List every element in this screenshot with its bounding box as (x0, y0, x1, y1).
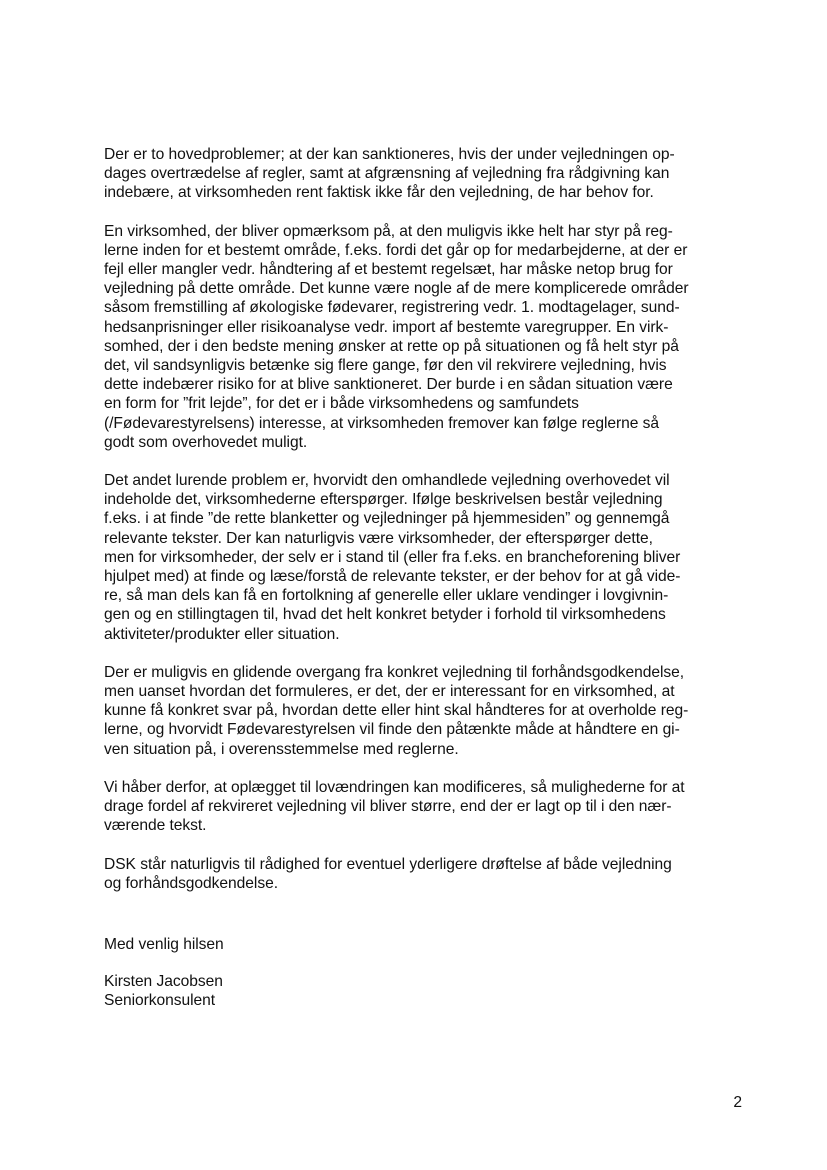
text-line: lerne, og hvorvidt Fødevarestyrelsen vil finde den påtænkte måde at håndtere en gi- (104, 721, 680, 739)
text-line: dette indebærer risiko for at blive sanktioneret. Der burde i en sådan situation være (104, 376, 673, 394)
text-line: Der er to hovedproblemer; at der kan sanktioneres, hvis der under vejledningen op- (104, 146, 675, 163)
text-line: fejl eller mangler vedr. håndtering af et bestemt regelsæt, har måske netop brug for (104, 261, 673, 279)
page-number: 2 (733, 1094, 742, 1111)
letter-closing (104, 935, 504, 1011)
text-line: En virksomhed, der bliver opmærksom på, at den muligvis ikke helt har styr på reg- (104, 222, 673, 240)
text-line: såsom fremstilling af økologiske fødevarer, registrering vedr. 1. modtagelager, sund- (104, 299, 680, 317)
text-line: indeholde det, virksomhederne efterspørger. Ifølge beskrivelsen består vejledning (104, 491, 663, 509)
paragraph-main-problems (104, 145, 722, 203)
text-line: Vi håber derfor, at oplægget til lovændringen kan modificeres, så mulighederne for at (104, 778, 685, 796)
text-line: hedsanprisninger eller risikoanalyse vedr. import af bestemte varegrupper. En virk- (104, 318, 669, 336)
text-line: en form for ”frit lejde”, for det er i både virksomhedens og samfundets (104, 395, 579, 413)
paragraph-guidance-content (104, 471, 722, 644)
text-line: godt som overhovedet muligt. (104, 433, 308, 451)
text-line: drage fordel af rekvireret vejledning vil bliver større, end der er lagt op til i den nær- (104, 798, 672, 816)
letter-body (104, 145, 722, 912)
text-line: det, vil sandsynligvis betænke sig flere gange, før den vil rekvirere vejledning, hvis (104, 357, 667, 375)
text-line: ven situation på, i overensstemmelse med reglerne. (104, 740, 459, 758)
closing-spacer (104, 954, 504, 972)
paragraph-availability (104, 855, 722, 893)
text-line: f.eks. i at finde ”de rette blanketter og vejledninger på hjemmesiden” og gennemgå (104, 510, 670, 528)
text-line: og forhåndsgodkendelse. (104, 874, 278, 892)
text-line: men uanset hvordan det formuleres, er det, der er interessant for en virksomhed, at (104, 683, 675, 701)
text-line: men for virksomheder, der selv er i stand til (eller fra f.eks. en brancheforening bliver (104, 548, 681, 566)
text-line: indebære, at virksomheden rent faktisk ikke får den vejledning, de har behov for. (104, 184, 654, 202)
text-line: Der er muligvis en glidende overgang fra konkret vejledning til forhåndsgodkendelse, (104, 663, 685, 681)
text-line: hjulpet med) at finde og læse/forstå de relevante tekster, er der behov for at gå vide- (104, 568, 681, 586)
text-line: Det andet lurende problem er, hvorvidt den omhandlede vejledning overhovedet vil (104, 472, 670, 490)
text-line: (/Fødevarestyrelsens) interesse, at virksomheden fremover kan følge reglerne så (104, 414, 660, 432)
text-line: vejledning på dette område. Det kunne være nogle af de mere komplicerede områder (104, 280, 689, 298)
text-line: somhed, der i den bedste mening ønsker at rette op på situationen og få helt styr på (104, 337, 679, 355)
text-line: relevante tekster. Der kan naturligvis være virksomheder, der efterspørger dette, (104, 529, 653, 547)
text-line: aktiviteter/produkter eller situation. (104, 625, 340, 643)
text-line: gen og en stillingtagen til, hvad det helt konkret betyder i forhold til virksomhedens (104, 606, 666, 624)
text-line: kunne få konkret svar på, hvordan dette eller hint skal håndteres for at overholde reg- (104, 702, 689, 720)
paragraph-company-awareness (104, 222, 722, 452)
closing-greeting: Med venlig hilsen (104, 936, 224, 953)
signatory-title: Seniorkonsulent (104, 992, 216, 1010)
text-line: DSK står naturligvis til rådighed for eventuel yderligere drøftelse af både vejledning (104, 855, 672, 873)
text-line: lerne inden for et bestemt område, f.eks. fordi det går op for medarbejderne, at der er (104, 241, 688, 259)
text-line: re, så man dels kan få en fortolkning af generelle eller uklare vendinger i lovgivnin- (104, 587, 669, 605)
paragraph-approval-transition (104, 663, 722, 759)
text-line: værende tekst. (104, 817, 207, 835)
signatory-name: Kirsten Jacobsen (104, 973, 223, 991)
paragraph-conclusion (104, 778, 722, 836)
text-line: dages overtrædelse af regler, samt at afgrænsning af vejledning fra rådgivning kan (104, 165, 670, 183)
